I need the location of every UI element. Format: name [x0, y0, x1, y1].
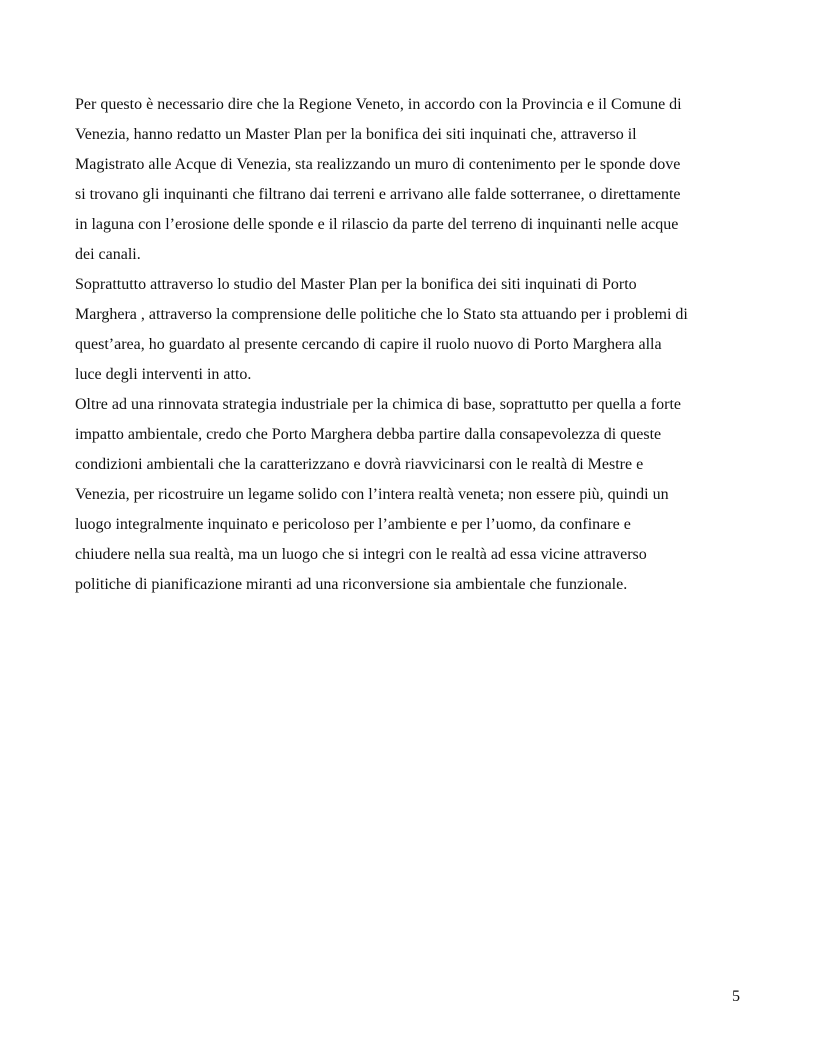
paragraph-strategy: Oltre ad una rinnovata strategia industriale per la chimica di base, soprattutto per quella a forte impatto ambientale, credo che Porto Marghera debba partire dalla consapevolezza di queste condizioni ambientali che la caratterizzano e dovrà riavvicinarsi con le realtà di Mestre e Venezia, per ricostruire un legame solido con l’intera realtà veneta; non essere più, quindi un luogo integralmente inquinato e pericoloso per l’ambiente e per l’uomo, da confinare e chiudere nella sua realtà, ma un luogo che si integri con le realtà ad essa vicine attraverso politiche di pianificazione miranti ad una riconversione sia ambientale che funzionale.: [75, 396, 681, 593]
paragraph-master-plan: Per questo è necessario dire che la Regione Veneto, in accordo con la Provincia e il Comune di Venezia, hanno redatto un Master Plan per la bonifica dei siti inquinati che, attraverso il Magistrato alle Acque di Venezia, sta realizzando un muro di contenimento per le sponde dove si trovano gli inquinanti che filtrano dai terreni e arrivano alle falde sotterranee, o direttamente in laguna con l’erosione delle sponde e il rilascio da parte del terreno di inquinanti nelle acque dei canali.: [75, 96, 682, 263]
body-text: [75, 90, 743, 600]
page-number: 5: [732, 988, 740, 1005]
paragraph-study: Soprattutto attraverso lo studio del Master Plan per la bonifica dei siti inquinati di Porto Marghera , attraverso la comprensione delle politiche che lo Stato sta attuando per i problemi di quest’area, ho guardato al presente cercando di capire il ruolo nuovo di Porto Marghera alla luce degli interventi in atto.: [75, 276, 688, 383]
